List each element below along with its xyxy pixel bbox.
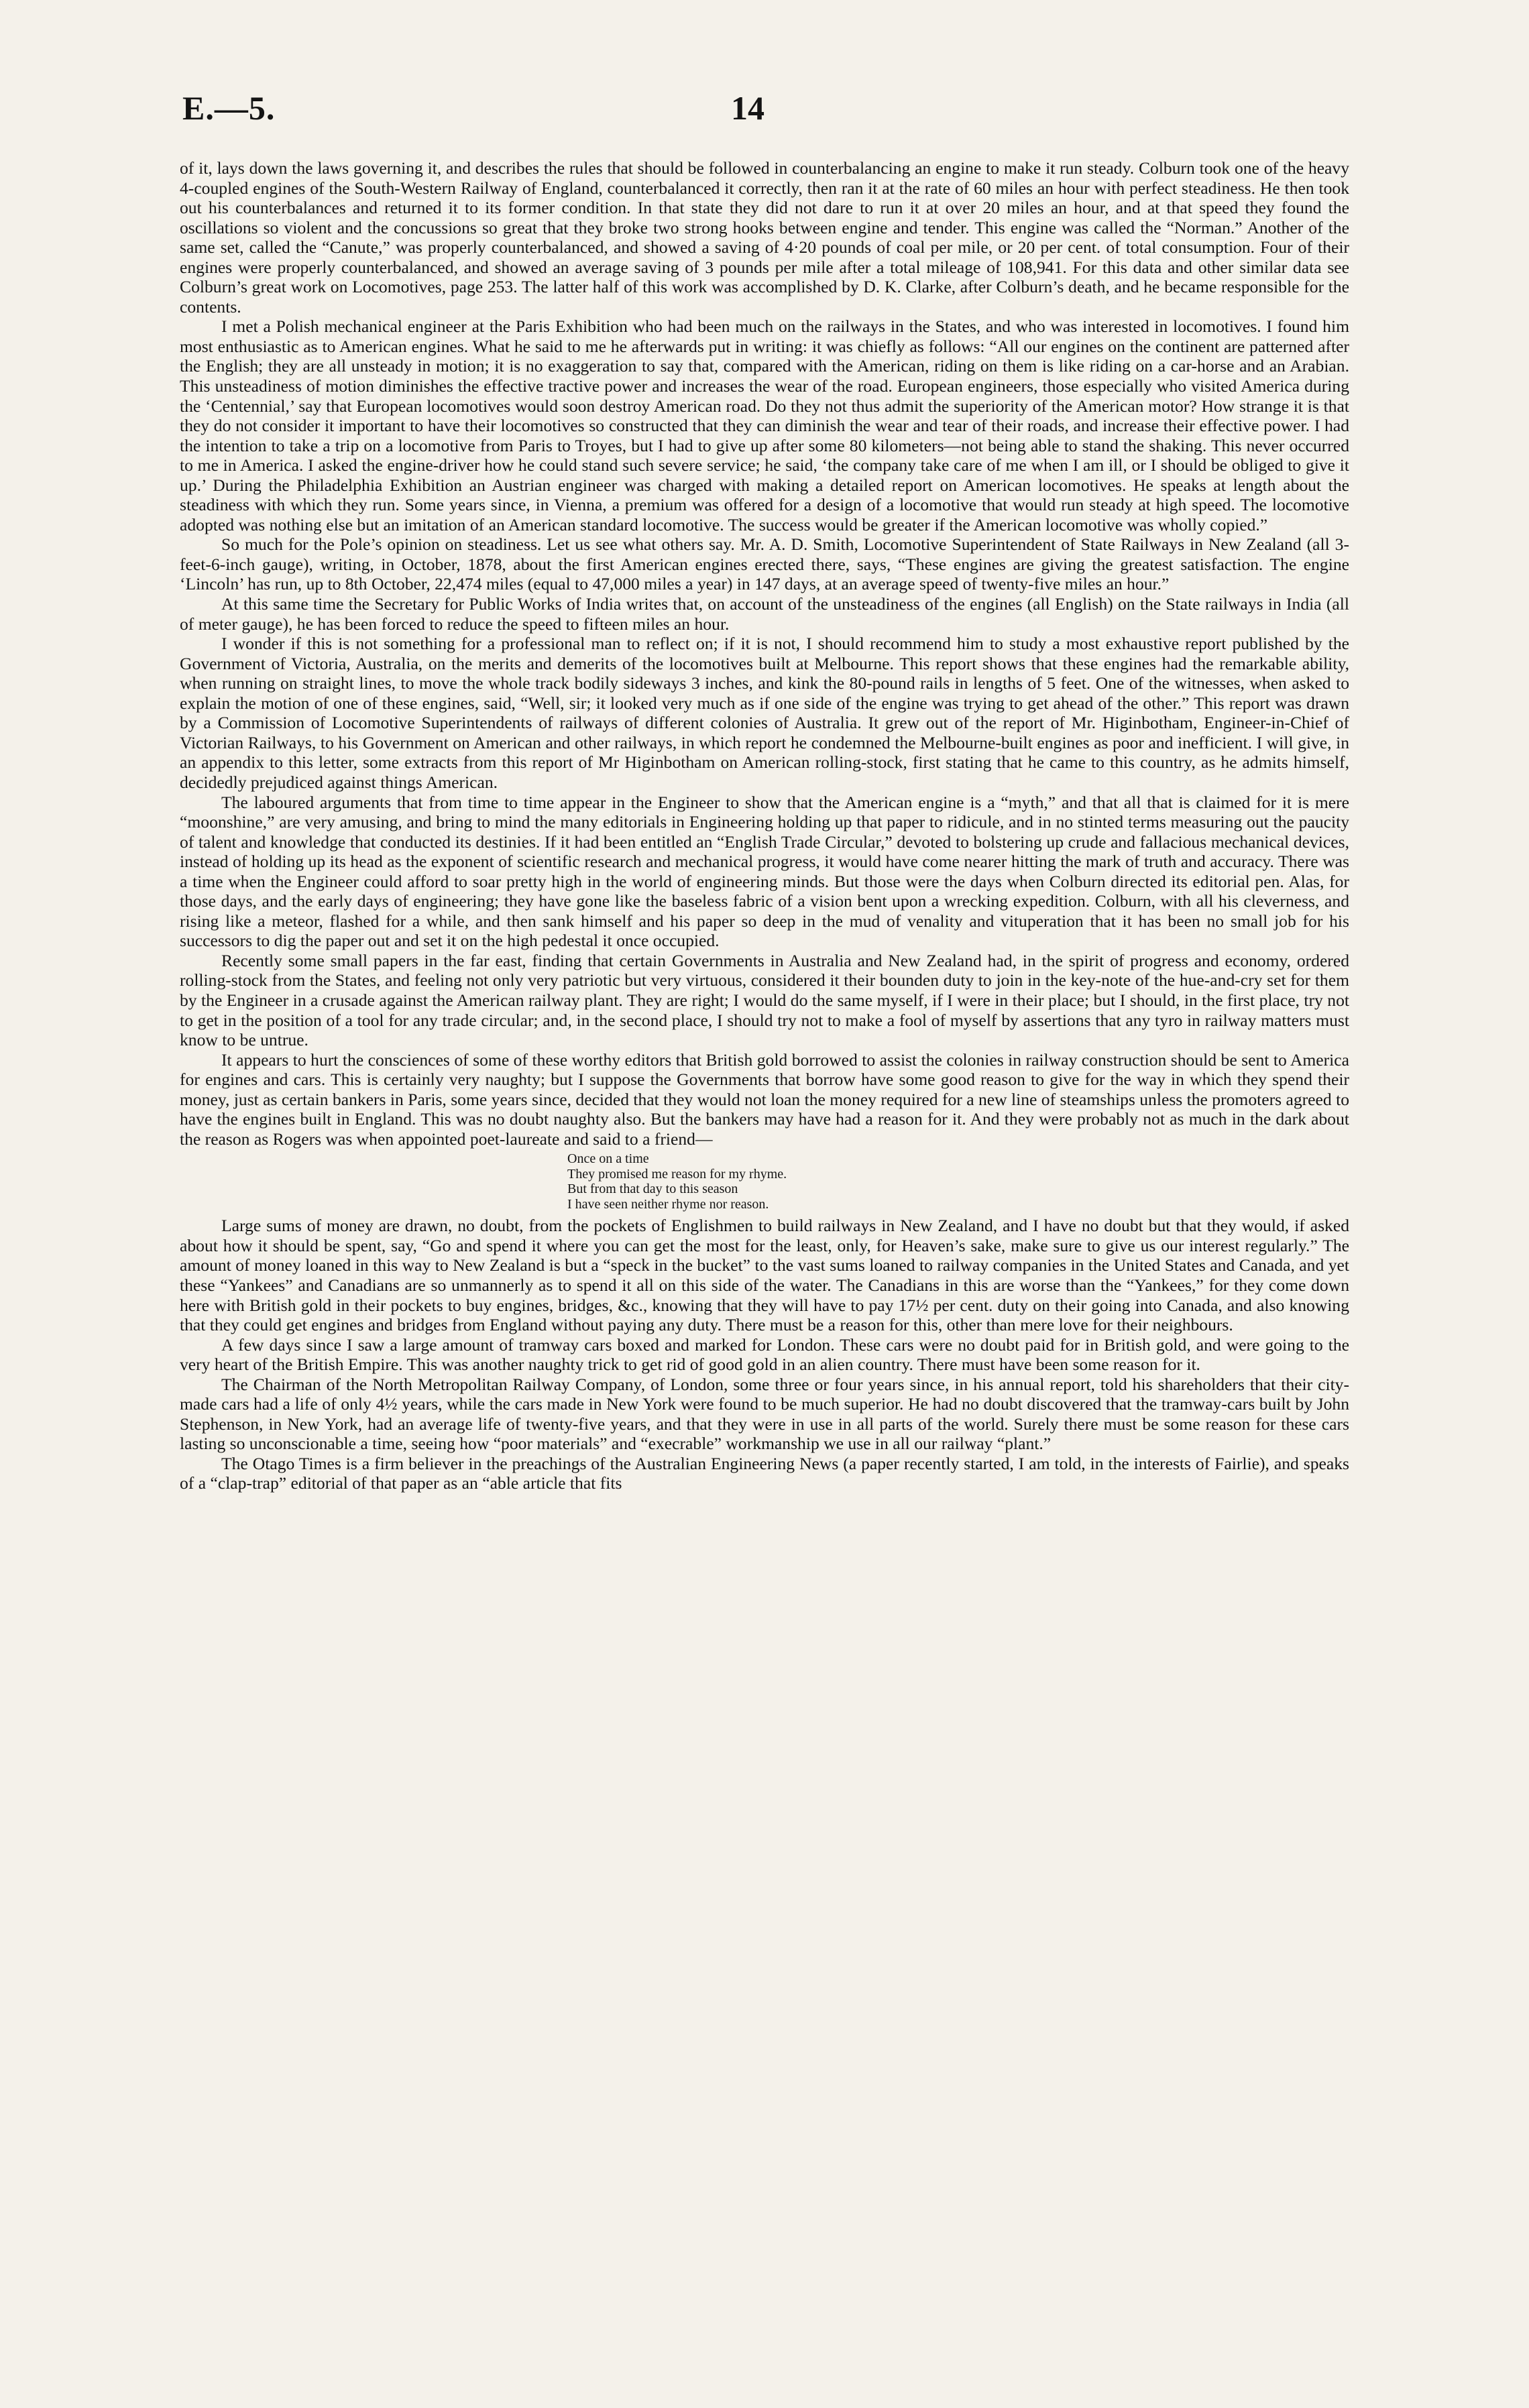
page-header xyxy=(182,89,1349,135)
paragraph: I wonder if this is not something for a professional man to reflect on; if it is not, I should recommend him to study a most exhaustive report published by the Government of Victoria, Australia, on the merits and demerits of the locomotives built at Melbourne. This report shows that these engines had the remarkable ability, when running on straight lines, to move the whole track bodily sideways 3 inches, and kink the 80-pound rails in lengths of 5 feet. One of the witnesses, when asked to explain the motion of one of these engines, said, “Well, sir; it looked very much as if one side of the engine was trying to get ahead of the other.” This report was drawn by a Commission of Locomotive Superintendents of railways of different colonies of Australia. It grew out of the report of Mr. Higinbotham, Engineer-in-Chief of Victorian Railways, to his Government on American and other railways, in which report he condemned the Melbourne-built engines as poor and inefficient. I will give, in an appendix to this letter, some extracts from this report of Mr Higinbotham on American rolling-stock, first stating that he came to this country, as he admits himself, decidedly prejudiced against things American. xyxy=(180,634,1349,792)
verse-quotation xyxy=(180,1151,1349,1212)
verse-line: I have seen neither rhyme nor reason. xyxy=(567,1196,769,1212)
paragraph: It appears to hurt the consciences of some of these worthy editors that British gold borrowed to assist the colonies in railway construction should be sent to America for engines and cars. This is certainly very naughty; but I suppose the Governments that borrow have some good reason to give for the way in which they spend their money, just as certain bankers in Paris, some years since, decided that they would not loan the money required for a new line of steamships unless the promoters agreed to have the engines built in England. This was no doubt naughty also. But the bankers may have had a reason for it. And they were probably not as much in the dark about the reason as Rogers was when appointed poet-laureate and said to a friend— xyxy=(180,1049,1349,1149)
paragraph: of it, lays down the laws governing it, and describes the rules that should be followed in counterbalancing an engine to make it run steady. Colburn took one of the heavy 4-coupled engines of the South-Western Railway of England, counterbalanced it correctly, then ran it at the rate of 60 miles an hour with perfect steadiness. He then took out his counterbalances and returned it to its former condition. In that state they did not dare to run it at over 20 miles an hour, and at that speed they found the oscillations so violent and the concussions so great that they broke two strong hooks between engine and tender. This engine was called the “Norman.” Another of the same set, called the “Canute,” was properly counterbalanced, and showed a saving of 4·20 pounds of coal per mile, or 20 per cent. of total consumption. Four of their engines were properly counterbalanced, and showed an average saving of 3 pounds per mile after a total mileage of 108,941. For this data and other similar data see Colburn’s great work on Locomotives, page 253. The latter half of this work was accomplished by D. K. Clarke, after Colburn’s death, and he became responsible for the contents. xyxy=(180,158,1349,317)
page-number: 14 xyxy=(731,89,764,127)
body-text xyxy=(180,158,1349,1493)
paragraph: The laboured arguments that from time to time appear in the Engineer to show that the American engine is a “myth,” and that all that is claimed for it is mere “moonshine,” are very amusing, and bring to mind the many editorials in Engineering holding up that paper to ridicule, and in no stinted terms measuring out the paucity of talent and knowledge that conducted its destinies. If it had been entitled an “English Trade Circular,” devoted to bolstering up crude and fallacious mechanical devices, instead of holding up its head as the exponent of scientific research and mechanical progress, it would have come nearer hitting the mark of truth and accuracy. There was a time when the Engineer could afford to soar pretty high in the world of engineering minds. But those were the days when Colburn directed its editorial pen. Alas, for those days, and the early days of engineering; they have gone like the baseless fabric of a vision bent upon a wrecking expedition. Colburn, with all his cleverness, and rising like a meteor, flashed for a while, and then sank himself and his paper so deep in the mud of venality and vituperation that it has been no small job for his successors to dig the paper out and set it on the high pedestal it once occupied. xyxy=(180,792,1349,951)
paragraph: A few days since I saw a large amount of tramway cars boxed and marked for London. These cars were no doubt paid for in British gold, and were going to the very heart of the British Empire. This was another naughty trick to get rid of good gold in an alien country. There must have been some reason for it. xyxy=(180,1334,1349,1375)
paragraph: I met a Polish mechanical engineer at the Paris Exhibition who had been much on the railways in the States, and who was interested in locomotives. I found him most enthusiastic as to American engines. What he said to me he afterwards put in writing: it was chiefly as follows: “All our engines on the continent are patterned after the English; they are all unsteady in motion; it is no exaggeration to say that, compared with the American, riding on them is like riding on a car-horse and an Arabian. This unsteadiness of motion diminishes the effective tractive power and increases the wear of the road. European engineers, those especially who visited America during the ‘Centennial,’ say that European locomotives would soon destroy American road. Do they not thus admit the superiority of the American motor? How strange it is that they do not consider it important to have their locomotives so constructed that they can diminish the wear and tear of their roads, and increase their effective power. I had the intention to take a trip on a locomotive from Paris to Troyes, but I had to give up after some 80 kilometers—not being able to stand the shaking. This never occurred to me in America. I asked the engine-driver how he could stand such severe service; he said, ‘the company take care of me when I am ill, or I should be obliged to give it up.’ During the Philadelphia Exhibition an Austrian engineer was charged with making a detailed report on American locomotives. He speaks at length about the steadiness with which they run. Some years since, in Vienna, a premium was offered for a design of a locomotive that would run steady at high speed. The locomotive adopted was nothing else but an imitation of an American standard locomotive. The success would be greater if the American locomotive was wholly copied.” xyxy=(180,317,1349,534)
verse-line: They promised me reason for my rhyme. xyxy=(567,1166,787,1182)
paragraph: At this same time the Secretary for Public Works of India writes that, on account of the unsteadiness of the engines (all English) on the State railways in India (all of meter gauge), he has been forced to reduce the speed to fifteen miles an hour. xyxy=(180,594,1349,634)
paragraph: The Chairman of the North Metropolitan Railway Company, of London, some three or four years since, in his annual report, told his shareholders that their city-made cars had a life of only 4½ years, while the cars made in New York were found to be much superior. He had no doubt discovered that the tramway-cars built by John Stephenson, in New York, had an average life of twenty-five years, and that they were in use in all parts of the world. Surely there must be some reason for these cars lasting so unconscionable a time, seeing how “poor materials” and “execrable” workmanship we use in all our railway “plant.” xyxy=(180,1374,1349,1454)
verse-line: But from that day to this season xyxy=(567,1182,738,1197)
paragraph: So much for the Pole’s opinion on steadiness. Let us see what others say. Mr. A. D. Smith, Locomotive Superintendent of State Railways in New Zealand (all 3-feet-6-inch gauge), writing, in October, 1878, about the first American engines erected there, says, “These engines are giving the greatest satisfaction. The engine ‘Lincoln’ has run, up to 8th October, 22,474 miles (equal to 47,000 miles a year) in 147 days, at an average speed of twenty-five miles an hour.” xyxy=(180,534,1349,594)
verse-line: Once on a time xyxy=(567,1151,649,1167)
paragraph: Recently some small papers in the far east, finding that certain Governments in Australia and New Zealand had, in the spirit of progress and economy, ordered rolling-stock from the States, and feeling not only very patriotic but very virtuous, considered it their bounden duty to join in the key-note of the hue-and-cry set for them by the Engineer in a crusade against the American railway plant. They are right; I would do the same myself, if I were in their place; but I should, in the first place, try not to get in the position of a tool for any trade circular; and, in the second place, I should try not to make a fool of myself by assertions that any tyro in railway matters must know to be untrue. xyxy=(180,950,1349,1050)
paragraph: The Otago Times is a firm believer in the preachings of the Australian Engineering News (a paper recently started, I am told, in the interests of Fairlie), and speaks of a “clap-trap” editorial of that paper as an “able article that fits xyxy=(180,1453,1349,1493)
paragraph: Large sums of money are drawn, no doubt, from the pockets of Englishmen to build railways in New Zealand, and I have no doubt but that they would, if asked about how it should be spent, say, “Go and spend it where you can get the most for the least, only, for Heaven’s sake, make sure to give us our interest regularly.” The amount of money loaned in this way to New Zealand is but a “speck in the bucket” to the vast sums loaned to railway companies in the United States and Canada, and yet these “Yankees” and Canadians are so unmannerly as to spend it all on this side of the water. The Canadians in this are worse than the “Yankees,” for they come down here with British gold in their pockets to buy engines, bridges, &c., knowing that they will have to pay 17½ per cent. duty on their going into Canada, and also knowing that they could get engines and bridges from England without paying any duty. There must be a reason for this, other than mere love for their neighbours. xyxy=(180,1216,1349,1335)
document-reference: E.—5. xyxy=(182,89,276,127)
